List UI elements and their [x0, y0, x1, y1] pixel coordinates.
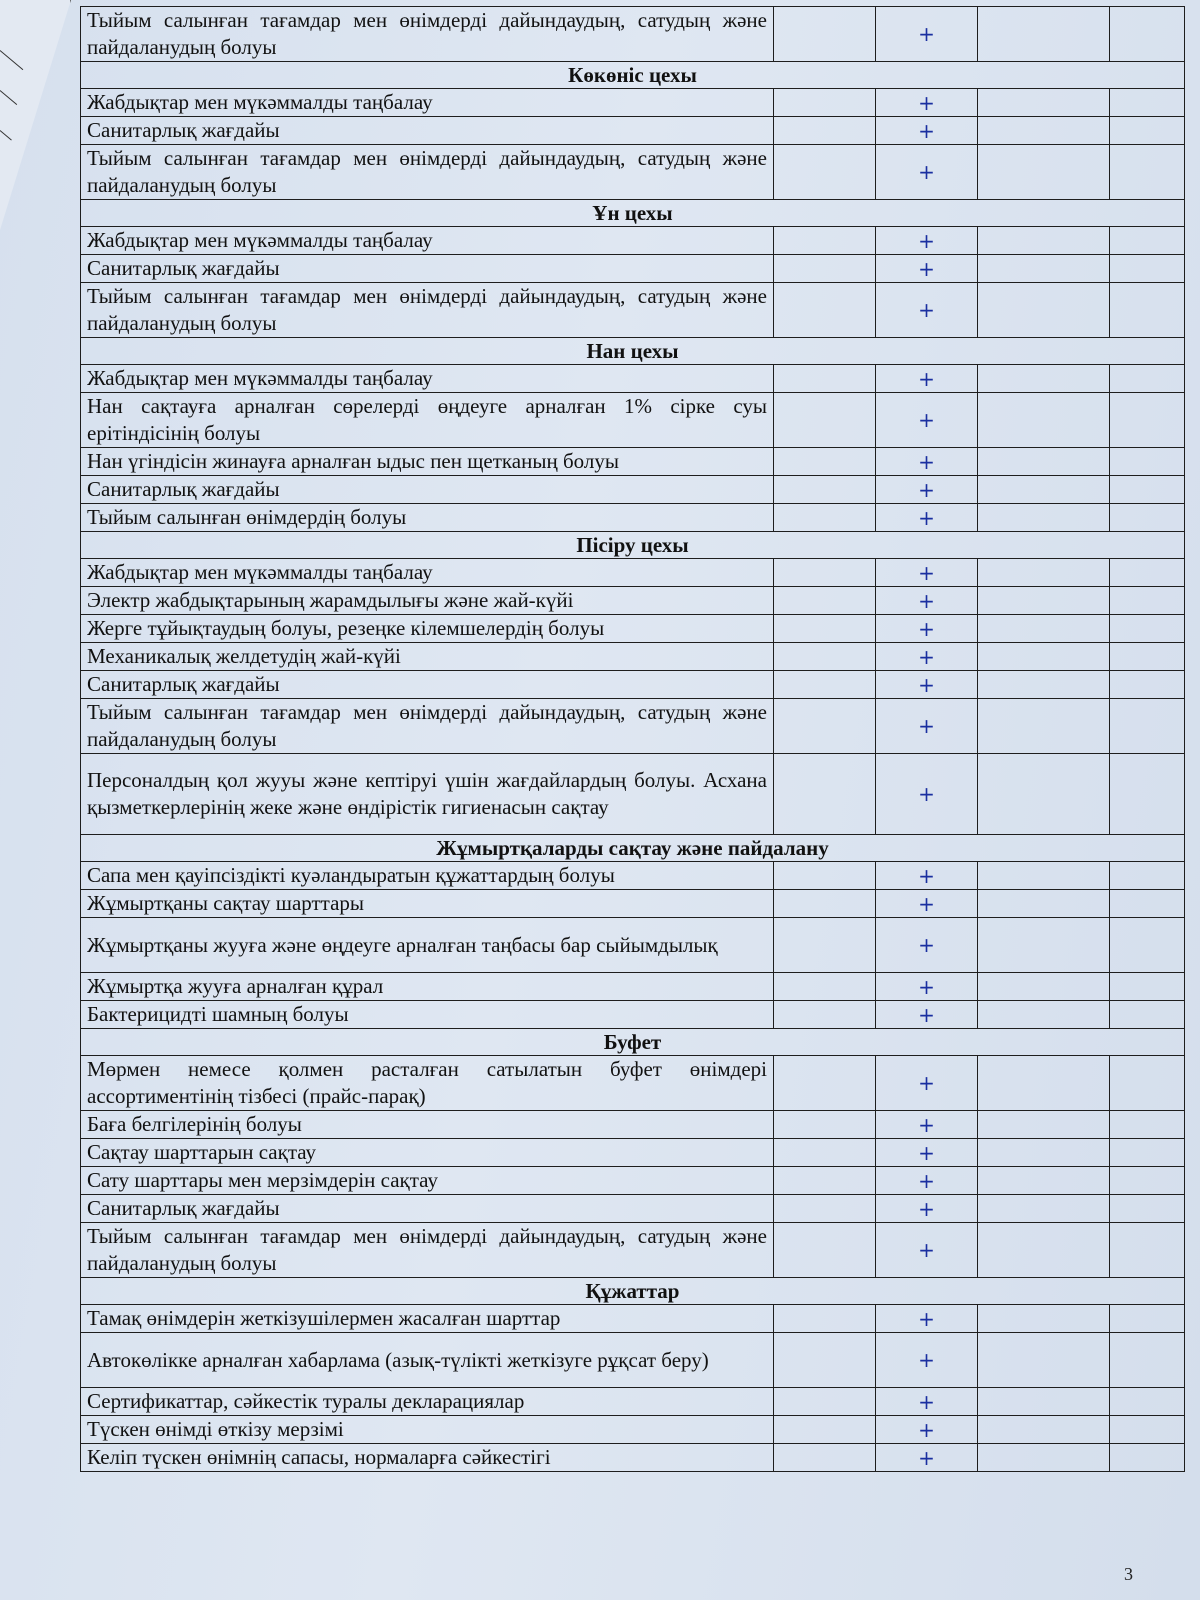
empty-cell	[978, 918, 1110, 973]
handwritten-plus-mark: +	[876, 754, 978, 835]
handwritten-plus-mark: +	[876, 1056, 978, 1111]
section-title: Ұн цехы	[81, 200, 1185, 227]
empty-cell	[978, 973, 1110, 1001]
empty-cell	[774, 973, 876, 1001]
check-item-text: Жерге тұйықтаудың болуы, резеңке кілемшелердің болуы	[81, 615, 774, 643]
checklist-table	[80, 6, 1185, 1472]
empty-cell	[1110, 1223, 1185, 1278]
handwritten-plus-mark: +	[876, 448, 978, 476]
empty-cell	[978, 1416, 1110, 1444]
empty-cell	[774, 918, 876, 973]
empty-cell	[1110, 1111, 1185, 1139]
empty-cell	[1110, 1305, 1185, 1333]
check-item-text: Жұмыртқа жууға арналған құрал	[81, 973, 774, 1001]
check-item-text: Жабдықтар мен мүкәммалды таңбалау	[81, 559, 774, 587]
checklist-row	[81, 699, 1185, 754]
empty-cell	[978, 754, 1110, 835]
checklist-row	[81, 754, 1185, 835]
empty-cell	[1110, 890, 1185, 918]
empty-cell	[978, 643, 1110, 671]
handwritten-plus-mark: +	[876, 117, 978, 145]
handwritten-plus-mark: +	[876, 7, 978, 62]
empty-cell	[1110, 227, 1185, 255]
checklist-row	[81, 890, 1185, 918]
checklist-row	[81, 393, 1185, 448]
empty-cell	[774, 1056, 876, 1111]
empty-cell	[978, 671, 1110, 699]
handwritten-plus-mark: +	[876, 227, 978, 255]
empty-cell	[1110, 1001, 1185, 1029]
handwritten-plus-mark: +	[876, 615, 978, 643]
section-header-row	[81, 1278, 1185, 1305]
empty-cell	[1110, 699, 1185, 754]
check-item-text: Тамақ өнімдерін жеткізушілермен жасалған шарттар	[81, 1305, 774, 1333]
empty-cell	[978, 615, 1110, 643]
empty-cell	[978, 117, 1110, 145]
check-item-text: Баға белгілерінің болуы	[81, 1111, 774, 1139]
empty-cell	[1110, 448, 1185, 476]
empty-cell	[774, 1111, 876, 1139]
section-title: Нан цехы	[81, 338, 1185, 365]
empty-cell	[978, 476, 1110, 504]
checklist-row	[81, 476, 1185, 504]
handwritten-plus-mark: +	[876, 393, 978, 448]
empty-cell	[774, 1139, 876, 1167]
handwritten-plus-mark: +	[876, 587, 978, 615]
empty-cell	[774, 1001, 876, 1029]
handwritten-plus-mark: +	[876, 1333, 978, 1388]
handwritten-plus-mark: +	[876, 671, 978, 699]
empty-cell	[774, 1444, 876, 1472]
empty-cell	[978, 1444, 1110, 1472]
empty-cell	[774, 1305, 876, 1333]
checklist-row	[81, 671, 1185, 699]
checklist-row	[81, 1416, 1185, 1444]
check-item-text: Санитарлық жағдайы	[81, 476, 774, 504]
empty-cell	[978, 1388, 1110, 1416]
empty-cell	[978, 587, 1110, 615]
empty-cell	[774, 283, 876, 338]
empty-cell	[1110, 1056, 1185, 1111]
check-item-text: Жабдықтар мен мүкәммалды таңбалау	[81, 89, 774, 117]
handwritten-plus-mark: +	[876, 365, 978, 393]
section-header-row	[81, 1029, 1185, 1056]
empty-cell	[1110, 1444, 1185, 1472]
check-item-text: Бактерицидті шамның болуы	[81, 1001, 774, 1029]
handwritten-plus-mark: +	[876, 1416, 978, 1444]
check-item-text: Түскен өнімді өткізу мерзімі	[81, 1416, 774, 1444]
empty-cell	[774, 754, 876, 835]
empty-cell	[1110, 393, 1185, 448]
check-item-text: Сату шарттары мен мерзімдерін сақтау	[81, 1167, 774, 1195]
check-item-text: Механикалық желдетудің жай-күйі	[81, 643, 774, 671]
empty-cell	[978, 7, 1110, 62]
empty-cell	[774, 1167, 876, 1195]
section-header-row	[81, 532, 1185, 559]
empty-cell	[978, 504, 1110, 532]
empty-cell	[978, 559, 1110, 587]
empty-cell	[774, 1195, 876, 1223]
empty-cell	[978, 890, 1110, 918]
checklist-row	[81, 448, 1185, 476]
checklist-row	[81, 862, 1185, 890]
checklist-row	[81, 504, 1185, 532]
empty-cell	[978, 1305, 1110, 1333]
empty-cell	[774, 862, 876, 890]
empty-cell	[1110, 476, 1185, 504]
empty-cell	[978, 365, 1110, 393]
empty-cell	[978, 145, 1110, 200]
handwritten-plus-mark: +	[876, 1223, 978, 1278]
empty-cell	[1110, 918, 1185, 973]
empty-cell	[1110, 1388, 1185, 1416]
handwritten-plus-mark: +	[876, 1388, 978, 1416]
empty-cell	[774, 890, 876, 918]
empty-cell	[774, 1333, 876, 1388]
empty-cell	[1110, 862, 1185, 890]
handwritten-plus-mark: +	[876, 643, 978, 671]
underlying-sheet-corner	[0, 0, 71, 230]
checklist-row	[81, 587, 1185, 615]
empty-cell	[1110, 615, 1185, 643]
empty-cell	[774, 587, 876, 615]
checklist-row	[81, 365, 1185, 393]
empty-cell	[978, 1167, 1110, 1195]
handwritten-plus-mark: +	[876, 1305, 978, 1333]
check-item-text: Жабдықтар мен мүкәммалды таңбалау	[81, 365, 774, 393]
section-title: Буфет	[81, 1029, 1185, 1056]
section-title: Көкөніс цехы	[81, 62, 1185, 89]
empty-cell	[774, 393, 876, 448]
checklist-row	[81, 117, 1185, 145]
check-item-text: Санитарлық жағдайы	[81, 671, 774, 699]
empty-cell	[774, 255, 876, 283]
empty-cell	[978, 448, 1110, 476]
empty-cell	[978, 1139, 1110, 1167]
handwritten-plus-mark: +	[876, 890, 978, 918]
checklist-row	[81, 1333, 1185, 1388]
check-item-text: Санитарлық жағдайы	[81, 117, 774, 145]
empty-cell	[978, 227, 1110, 255]
empty-cell	[1110, 1333, 1185, 1388]
checklist-row	[81, 1056, 1185, 1111]
empty-cell	[774, 559, 876, 587]
empty-cell	[774, 504, 876, 532]
checklist-row	[81, 1444, 1185, 1472]
handwritten-plus-mark: +	[876, 255, 978, 283]
section-header-row	[81, 200, 1185, 227]
empty-cell	[1110, 1416, 1185, 1444]
empty-cell	[1110, 1139, 1185, 1167]
empty-cell	[774, 145, 876, 200]
empty-cell	[774, 671, 876, 699]
check-item-text: Жұмыртқаны сақтау шарттары	[81, 890, 774, 918]
empty-cell	[1110, 255, 1185, 283]
handwritten-plus-mark: +	[876, 973, 978, 1001]
section-title: Пісіру цехы	[81, 532, 1185, 559]
empty-cell	[1110, 559, 1185, 587]
handwritten-plus-mark: +	[876, 1111, 978, 1139]
handwritten-plus-mark: +	[876, 1444, 978, 1472]
checklist-row	[81, 1167, 1185, 1195]
empty-cell	[774, 1223, 876, 1278]
empty-cell	[774, 476, 876, 504]
empty-cell	[1110, 365, 1185, 393]
empty-cell	[774, 699, 876, 754]
empty-cell	[978, 862, 1110, 890]
handwritten-plus-mark: +	[876, 283, 978, 338]
checklist-row	[81, 89, 1185, 117]
section-header-row	[81, 835, 1185, 862]
empty-cell	[774, 448, 876, 476]
empty-cell	[978, 1223, 1110, 1278]
checklist-row	[81, 1388, 1185, 1416]
empty-cell	[978, 283, 1110, 338]
checklist-row	[81, 1111, 1185, 1139]
empty-cell	[774, 1388, 876, 1416]
empty-cell	[1110, 1195, 1185, 1223]
handwritten-plus-mark: +	[876, 145, 978, 200]
empty-cell	[978, 699, 1110, 754]
section-header-row	[81, 62, 1185, 89]
checklist-row	[81, 1139, 1185, 1167]
checklist-row	[81, 643, 1185, 671]
handwritten-plus-mark: +	[876, 1139, 978, 1167]
empty-cell	[1110, 283, 1185, 338]
checklist-body	[81, 7, 1185, 1472]
check-item-text: Тыйым салынған тағамдар мен өнімдерді дайындаудың, сатудың және пайдаланудың болуы	[81, 7, 774, 62]
checklist-row	[81, 615, 1185, 643]
empty-cell	[774, 615, 876, 643]
handwritten-plus-mark: +	[876, 89, 978, 117]
check-item-text: Автокөлікке арналған хабарлама (азық-түлікті жеткізуге рұқсат беру)	[81, 1333, 774, 1388]
empty-cell	[774, 117, 876, 145]
check-item-text: Электр жабдықтарының жарамдылығы және жай-күйі	[81, 587, 774, 615]
check-item-text: Сапа мен қауіпсіздікті куәландыратын құжаттардың болуы	[81, 862, 774, 890]
check-item-text: Тыйым салынған өнімдердің болуы	[81, 504, 774, 532]
check-item-text: Жабдықтар мен мүкәммалды таңбалау	[81, 227, 774, 255]
empty-cell	[774, 89, 876, 117]
handwritten-plus-mark: +	[876, 559, 978, 587]
checklist-row	[81, 255, 1185, 283]
empty-cell	[978, 1056, 1110, 1111]
check-item-text: Сақтау шарттарын сақтау	[81, 1139, 774, 1167]
checklist-row	[81, 973, 1185, 1001]
handwritten-plus-mark: +	[876, 862, 978, 890]
section-title: Жұмыртқаларды сақтау және пайдалану	[81, 835, 1185, 862]
handwritten-plus-mark: +	[876, 918, 978, 973]
empty-cell	[978, 393, 1110, 448]
empty-cell	[1110, 1167, 1185, 1195]
empty-cell	[978, 1001, 1110, 1029]
empty-cell	[978, 1195, 1110, 1223]
checklist-row	[81, 918, 1185, 973]
empty-cell	[1110, 587, 1185, 615]
checklist-row	[81, 145, 1185, 200]
checklist-row	[81, 1305, 1185, 1333]
empty-cell	[1110, 145, 1185, 200]
empty-cell	[1110, 7, 1185, 62]
check-item-text: Мөрмен немесе қолмен расталған сатылатын буфет өнімдері ассортиментінің тізбесі (прайс-парақ)	[81, 1056, 774, 1111]
checklist-row	[81, 7, 1185, 62]
check-item-text: Сертификаттар, сәйкестік туралы декларациялар	[81, 1388, 774, 1416]
empty-cell	[774, 227, 876, 255]
checklist-row	[81, 1223, 1185, 1278]
section-title: Құжаттар	[81, 1278, 1185, 1305]
empty-cell	[1110, 89, 1185, 117]
check-item-text: Санитарлық жағдайы	[81, 1195, 774, 1223]
empty-cell	[978, 1111, 1110, 1139]
empty-cell	[1110, 643, 1185, 671]
check-item-text: Персоналдың қол жууы және кептіруі үшін жағдайлардың болуы. Асхана қызметкерлерінің жеке және өндірістік гигиенасын сақтау	[81, 754, 774, 835]
checklist-row	[81, 1195, 1185, 1223]
empty-cell	[978, 1333, 1110, 1388]
check-item-text: Тыйым салынған тағамдар мен өнімдерді дайындаудың, сатудың және пайдаланудың болуы	[81, 145, 774, 200]
empty-cell	[1110, 671, 1185, 699]
empty-cell	[1110, 504, 1185, 532]
handwritten-plus-mark: +	[876, 504, 978, 532]
page-number: 3	[1124, 1564, 1133, 1584]
check-item-text: Тыйым салынған тағамдар мен өнімдерді дайындаудың, сатудың және пайдаланудың болуы	[81, 283, 774, 338]
empty-cell	[1110, 117, 1185, 145]
empty-cell	[1110, 973, 1185, 1001]
section-header-row	[81, 338, 1185, 365]
checklist-row	[81, 559, 1185, 587]
check-item-text: Нан сақтауға арналған сөрелерді өңдеуге арналған 1% сірке суы ерітіндісінің болуы	[81, 393, 774, 448]
handwritten-plus-mark: +	[876, 1001, 978, 1029]
check-item-text: Санитарлық жағдайы	[81, 255, 774, 283]
checklist-row	[81, 1001, 1185, 1029]
check-item-text: Жұмыртқаны жууға және өңдеуге арналған таңбасы бар сыйымдылық	[81, 918, 774, 973]
empty-cell	[774, 7, 876, 62]
empty-cell	[978, 89, 1110, 117]
checklist-row	[81, 227, 1185, 255]
handwritten-plus-mark: +	[876, 1195, 978, 1223]
handwritten-plus-mark: +	[876, 1167, 978, 1195]
check-item-text: Тыйым салынған тағамдар мен өнімдерді дайындаудың, сатудың және пайдаланудың болуы	[81, 699, 774, 754]
check-item-text: Тыйым салынған тағамдар мен өнімдерді дайындаудың, сатудың және пайдаланудың болуы	[81, 1223, 774, 1278]
empty-cell	[774, 1416, 876, 1444]
empty-cell	[774, 365, 876, 393]
handwritten-plus-mark: +	[876, 476, 978, 504]
empty-cell	[978, 255, 1110, 283]
checklist-row	[81, 283, 1185, 338]
check-item-text: Келіп түскен өнімнің сапасы, нормаларға сәйкестігі	[81, 1444, 774, 1472]
empty-cell	[774, 643, 876, 671]
handwritten-plus-mark: +	[876, 699, 978, 754]
empty-cell	[1110, 754, 1185, 835]
check-item-text: Нан үгіндісін жинауға арналған ыдыс пен щетканың болуы	[81, 448, 774, 476]
